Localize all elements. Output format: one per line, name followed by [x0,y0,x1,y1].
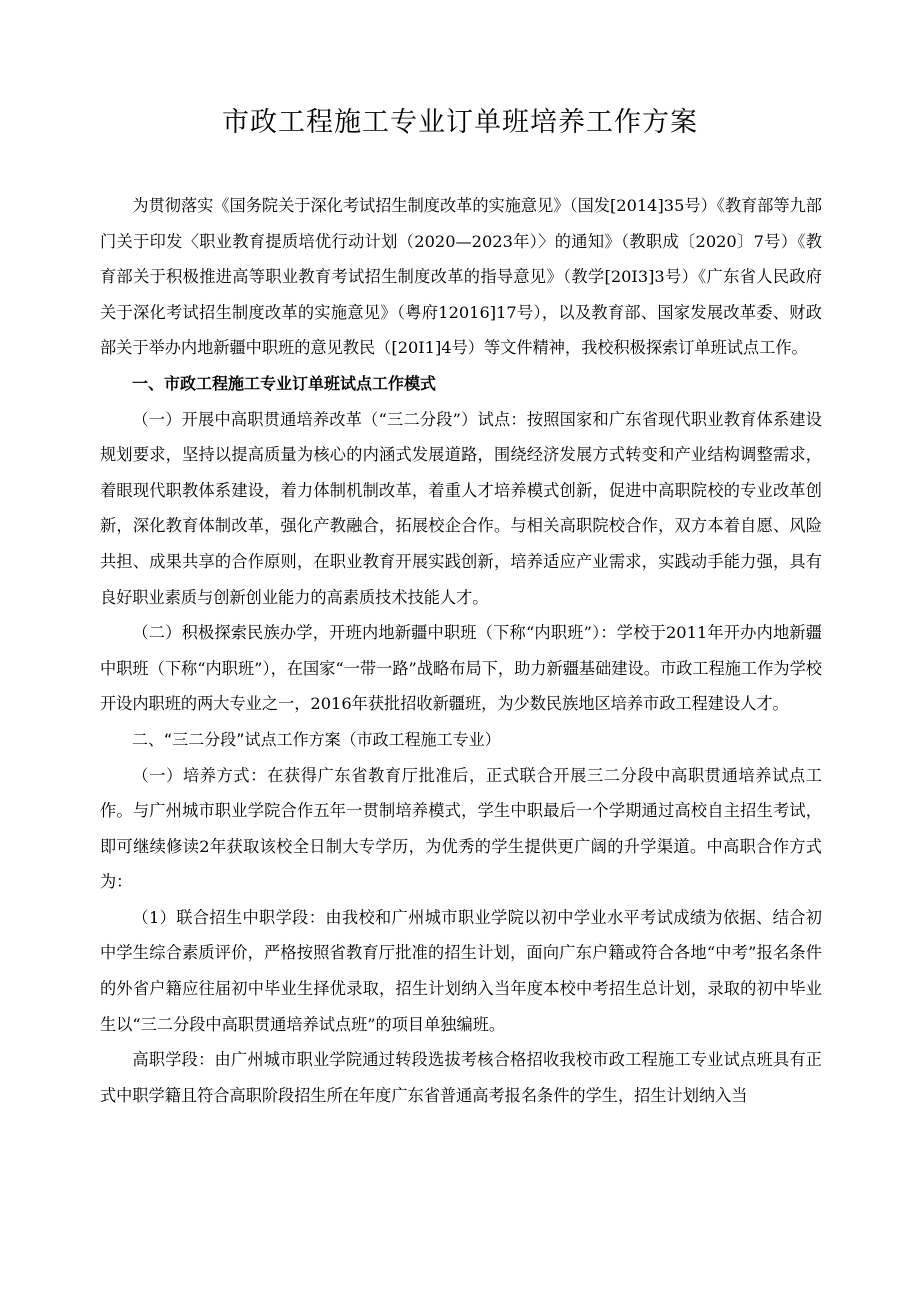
document-title: 市政工程施工专业订单班培养工作方案 [222,107,698,138]
section-2-heading: 二、“三二分段”试点工作方案（市政工程施工专业） [132,729,501,749]
section-2-subitem-2: 高职学段：由广州城市职业学院通过转段选拔考核合格招收我校市政工程施工专业试点班具有正式中职学籍且符合高职阶段招生所在年度广东省普通高考报名条件的学生，招生计划纳入当 [100,1050,822,1105]
section-1-heading: 一、市政工程施工专业订单班试点工作模式 [132,373,437,393]
document-body [100,188,822,1113]
section-2-item-1: （一）培养方式：在获得广东省教育厅批准后，正式联合开展三二分段中高职贯通培养试点工作。与广州城市职业学院合作五年一贯制培养模式，学生中职最后一个学期通过高校自主招生考试，即可继续修读2年获取该校全日制大专学历，为优秀的学生提供更广阔的升学渠道。中高职合作方式为： [100,765,822,892]
intro-paragraph: 为贯彻落实《国务院关于深化考试招生制度改革的实施意见》（国发[2014]35号）《教育部等九部门关于印发〈职业教育提质培优行动计划（2020—2023年）〉的通知》（教职成〔2020〕7号）《教育部关于积极推进高等职业教育考试招生制度改革的指导意见》（教学[20I3]3号）《广东省人民政府关于深化考试招生制度改革的实施意见》（粤府12016]17号），以及教育部、国家发展改革委、财政部关于举办内地新疆中职班的意见教民（[20I1]4号）等文件精神，我校积极探索订单班试点工作。 [100,196,822,358]
section-1-item-2: （二）积极探索民族办学，开班内地新疆中职班（下称“内职班”）：学校于2011年开办内地新疆中职班（下称“内职班”），在国家“一带一路”战略布局下，助力新疆基础建设。市政工程施工作为学校开设内职班的两大专业之一，2016年获批招收新疆班，为少数民族地区培养市政工程建设人才。 [100,623,822,714]
section-1-item-1: （一）开展中高职贯通培养改革（“三二分段”）试点：按照国家和广东省现代职业教育体系建设规划要求，坚持以提高质量为核心的内涵式发展道路，围绕经济发展方式转变和产业结构调整需求，着眼现代职教体系建设，着力体制机制改革，着重人才培养模式创新，促进中高职院校的专业改革创新，深化教育体制改革，强化产教融合，拓展校企合作。与相关高职院校合作，双方本着自愿、风险共担、成果共享的合作原则，在职业教育开展实践创新，培养适应产业需求，实践动手能力强，具有良好职业素质与创新创业能力的高素质技术技能人才。 [100,409,822,607]
section-2-subitem-1: （1）联合招生中职学段：由我校和广州城市职业学院以初中学业水平考试成绩为依据、结合初中学生综合素质评价，严格按照省教育厅批准的招生计划，面向广东户籍或符合各地“中考”报名条件的外省户籍应往届初中毕业生择优录取，招生计划纳入当年度本校中考招生总计划，录取的初中毕业生以“三二分段中高职贯通培养试点班”的项目单独编班。 [100,907,822,1034]
